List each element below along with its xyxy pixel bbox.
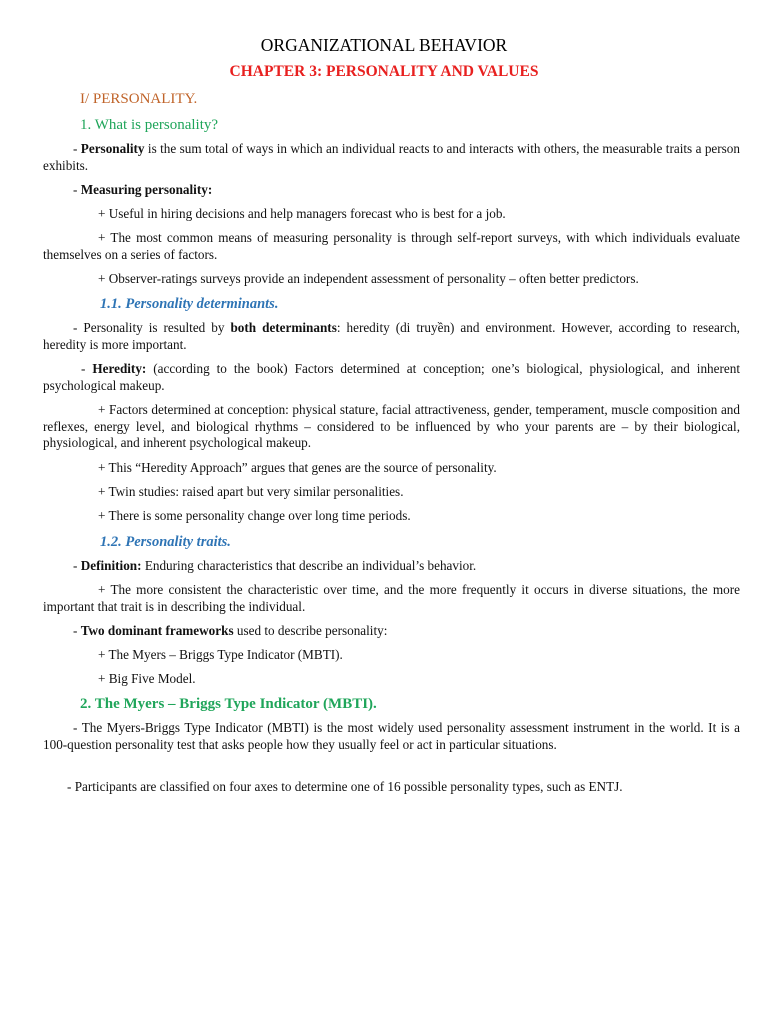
bullet-factors-at-conception: + Factors determined at conception: physical stature, facial attractiveness, gender, temperament, muscle composition and reflexes, energy level, and biological rhythms – considered to be influenced by who your parents are – by their biological, physiological, and inherent psychological makeup. <box>43 402 740 451</box>
bullet-observer-ratings: + Observer-ratings surveys provide an independent assessment of personality – often better predictors. <box>98 271 639 286</box>
paragraph-personality-definition: - Personality is the sum total of ways in which an individual reacts to and interacts with others, the measurable traits a person exhibits. <box>43 141 740 173</box>
bullet-heredity-approach: + This “Heredity Approach” argues that genes are the source of personality. <box>98 460 497 475</box>
bullet-self-report-surveys: + The most common means of measuring personality is through self-report surveys, with which individuals evaluate themselves on a series of factors. <box>43 230 740 262</box>
paragraph-measuring-personality: - Measuring personality: <box>73 182 213 197</box>
bullet-personality-change: + There is some personality change over long time periods. <box>98 508 411 523</box>
heading-what-is-personality: 1. What is personality? <box>80 117 219 133</box>
chapter-heading: CHAPTER 3: PERSONALITY AND VALUES <box>229 63 539 80</box>
heading-personality-traits: 1.2. Personality traits. <box>100 534 231 550</box>
paragraph-traits-definition: - Definition: Enduring characteristics that describe an individual’s behavior. <box>73 558 477 573</box>
section-heading-personality: I/ PERSONALITY. <box>80 91 198 107</box>
bullet-hiring-decisions: + Useful in hiring decisions and help managers forecast who is best for a job. <box>98 206 506 221</box>
document-title: ORGANIZATIONAL BEHAVIOR <box>260 35 508 55</box>
heading-personality-determinants: 1.1. Personality determinants. <box>100 296 279 312</box>
bullet-consistent-characteristic: + The more consistent the characteristic over time, and the more frequently it occurs in diverse situations, the more important that trait is in describing the individual. <box>43 582 740 614</box>
paragraph-mbti-description: - The Myers-Briggs Type Indicator (MBTI) is the most widely used personality assessment instrument in the world. It is a 100-question personality test that asks people how they usually feel or act in particular situations. <box>43 720 740 752</box>
heading-mbti: 2. The Myers – Briggs Type Indicator (MBTI). <box>80 696 377 712</box>
paragraph-four-axes: - Participants are classified on four axes to determine one of 16 possible personality types, such as ENTJ. <box>67 779 623 794</box>
bullet-big-five: + Big Five Model. <box>98 671 196 686</box>
paragraph-heredity: - Heredity: (according to the book) Factors determined at conception; one’s biological, physiological, and inherent psychological makeup. <box>43 361 740 393</box>
paragraph-two-frameworks: - Two dominant frameworks used to describe personality: <box>73 623 388 638</box>
paragraph-both-determinants: - Personality is resulted by both determinants: heredity (di truyền) and environment. However, according to research, heredity is more important. <box>43 320 740 352</box>
bullet-mbti: + The Myers – Briggs Type Indicator (MBTI). <box>98 647 343 662</box>
bullet-twin-studies: + Twin studies: raised apart but very similar personalities. <box>98 484 404 499</box>
